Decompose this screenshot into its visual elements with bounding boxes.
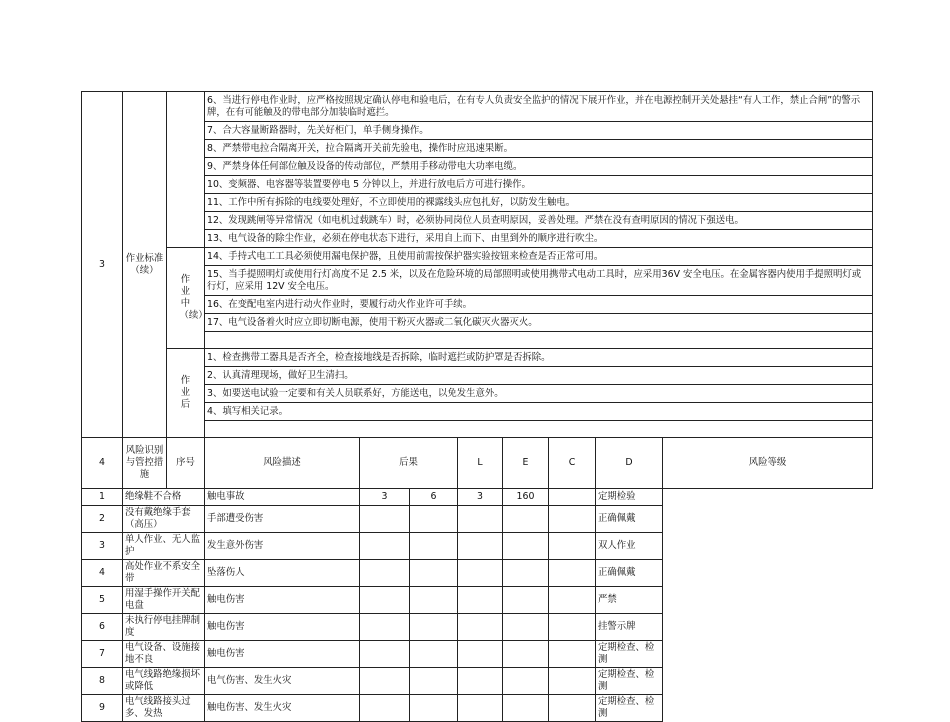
risk-row — [82, 533, 873, 560]
risk-description: 单人作业、无人监护 — [123, 533, 205, 560]
procedure-item: 8、严禁带电拉合隔离开关，拉合隔离开关前先验电，操作时应迅速果断。 — [205, 140, 873, 158]
risk-level — [549, 695, 596, 722]
procedure-item: 15、当手提照明灯或使用行灯高度不足 2.5 米，以及在危险环境的局部照明或使用携带式电动工具时，应采用36V 安全电压。在金属容器内使用手提照明灯或行灯，应采用 12V 安全电压。 — [205, 266, 873, 296]
procedure-item: 7、合大容量断路器时，先关好柜门，单手侧身操作。 — [205, 122, 873, 140]
risk-seq: 8 — [82, 668, 123, 695]
header-risk-desc: 风险描述 — [205, 438, 360, 489]
procedure-item: 16、在变配电室内进行动火作业时，要履行动火作业许可手续。 — [205, 296, 873, 314]
risk-result: 触电事故 — [205, 489, 360, 506]
risk-L — [360, 695, 410, 722]
risk-L — [360, 668, 410, 695]
risk-header-row — [82, 438, 873, 489]
risk-E — [410, 587, 458, 614]
risk-E — [410, 560, 458, 587]
risk-L — [360, 533, 410, 560]
risk-seq: 2 — [82, 506, 123, 533]
procedure-item: 1、检查携带工器具是否齐全，检查接地线是否拆除，临时遮拦或防护罩是否拆除。 — [205, 349, 873, 367]
risk-level — [549, 560, 596, 587]
risk-row — [82, 641, 873, 668]
risk-L — [360, 506, 410, 533]
risk-measure: 定期检查、检测 — [596, 668, 663, 695]
risk-C — [458, 695, 503, 722]
risk-C: 3 — [458, 489, 503, 506]
section-title: 风险识别与管控措施 — [123, 438, 167, 489]
risk-level — [549, 506, 596, 533]
section-number: 3 — [82, 92, 123, 438]
risk-C — [458, 668, 503, 695]
risk-D — [503, 533, 549, 560]
risk-seq: 4 — [82, 560, 123, 587]
risk-D — [503, 560, 549, 587]
risk-E — [410, 506, 458, 533]
section-number: 4 — [82, 438, 123, 489]
risk-L — [360, 614, 410, 641]
risk-measure: 正确佩戴 — [596, 560, 663, 587]
risk-measure: 挂警示牌 — [596, 614, 663, 641]
risk-level — [549, 489, 596, 506]
risk-L — [360, 560, 410, 587]
table-row — [82, 349, 873, 367]
risk-E — [410, 695, 458, 722]
risk-seq: 3 — [82, 533, 123, 560]
header-D: D — [596, 438, 663, 489]
risk-description: 电气线路接头过多、发热 — [123, 695, 205, 722]
procedure-item: 12、发现跳闸等异常情况（如电机过载跳车）时，必须协同岗位人员查明原因，妥善处理。严禁在没有查明原因的情况下强送电。 — [205, 212, 873, 230]
header-C: C — [549, 438, 596, 489]
risk-C — [458, 641, 503, 668]
risk-level — [549, 641, 596, 668]
risk-D — [503, 695, 549, 722]
risk-description: 电气线路绝缘损坏或降低 — [123, 668, 205, 695]
risk-measure: 定期检查、检测 — [596, 695, 663, 722]
risk-description: 未执行停电挂牌制度 — [123, 614, 205, 641]
procedure-item: 13、电气设备的除尘作业，必须在停电状态下进行，采用自上而下、由里到外的顺序进行吹尘。 — [205, 230, 873, 248]
risk-result: 手部遭受伤害 — [205, 506, 360, 533]
procedure-item: 2、认真清理现场，做好卫生清扫。 — [205, 367, 873, 385]
risk-row — [82, 695, 873, 722]
procedure-item: 11、工作中所有拆除的电线要处理好，不立即使用的裸露线头应包扎好，以防发生触电。 — [205, 194, 873, 212]
risk-D — [503, 641, 549, 668]
risk-row — [82, 506, 873, 533]
risk-description: 绝缘鞋不合格 — [123, 489, 205, 506]
risk-level — [549, 614, 596, 641]
phase-after-label: 作业后 — [167, 349, 205, 438]
section-title: 作业标准（续） — [123, 92, 167, 438]
risk-description: 没有戴绝缘手套（高压） — [123, 506, 205, 533]
procedure-item: 14、手持式电工工具必须使用漏电保护器，且使用前需按保护器实验按钮来检查是否正常可用。 — [205, 248, 873, 266]
risk-result: 电气伤害、发生火灾 — [205, 668, 360, 695]
risk-row — [82, 489, 873, 506]
risk-result: 发生意外伤害 — [205, 533, 360, 560]
risk-E — [410, 641, 458, 668]
header-risk-level: 风险等级 — [663, 438, 873, 489]
risk-D — [503, 587, 549, 614]
risk-row — [82, 668, 873, 695]
procedure-item: 17、电气设备着火时应立即切断电源，使用干粉灭火器或二氧化碳灭火器灭火。 — [205, 314, 873, 332]
risk-seq: 7 — [82, 641, 123, 668]
procedure-item: 9、严禁身体任何部位触及设备的传动部位，严禁用手移动带电大功率电缆。 — [205, 158, 873, 176]
safety-procedure-table — [81, 91, 873, 722]
risk-D — [503, 614, 549, 641]
risk-description: 高处作业不系安全带 — [123, 560, 205, 587]
header-E: E — [503, 438, 549, 489]
risk-C — [458, 587, 503, 614]
procedure-item: 4、填写相关记录。 — [205, 403, 873, 421]
header-L: L — [458, 438, 503, 489]
risk-row — [82, 587, 873, 614]
risk-level — [549, 587, 596, 614]
risk-L — [360, 587, 410, 614]
risk-L: 3 — [360, 489, 410, 506]
procedure-item: 3、如要送电试验一定要和有关人员联系好，方能送电，以免发生意外。 — [205, 385, 873, 403]
risk-result: 触电伤害 — [205, 587, 360, 614]
risk-measure: 定期检验 — [596, 489, 663, 506]
risk-row — [82, 560, 873, 587]
risk-C — [458, 533, 503, 560]
risk-seq: 6 — [82, 614, 123, 641]
risk-measure: 定期检查、检测 — [596, 641, 663, 668]
risk-D: 160 — [503, 489, 549, 506]
risk-measure: 正确佩戴 — [596, 506, 663, 533]
risk-seq: 1 — [82, 489, 123, 506]
risk-level — [549, 533, 596, 560]
risk-result: 触电伤害、发生火灾 — [205, 695, 360, 722]
risk-measure: 严禁 — [596, 587, 663, 614]
risk-E — [410, 614, 458, 641]
risk-measure: 双人作业 — [596, 533, 663, 560]
table-row — [82, 248, 873, 266]
risk-result: 触电伤害 — [205, 641, 360, 668]
risk-row — [82, 614, 873, 641]
procedure-item: 10、变频器、电容器等装置要停电 5 分钟以上，并进行放电后方可进行操作。 — [205, 176, 873, 194]
risk-seq: 9 — [82, 695, 123, 722]
risk-C — [458, 614, 503, 641]
risk-E — [410, 533, 458, 560]
risk-description: 电气设备、设施接地不良 — [123, 641, 205, 668]
risk-D — [503, 506, 549, 533]
header-result: 后果 — [360, 438, 458, 489]
risk-level — [549, 668, 596, 695]
risk-E: 6 — [410, 489, 458, 506]
risk-result: 坠落伤人 — [205, 560, 360, 587]
risk-L — [360, 641, 410, 668]
risk-C — [458, 560, 503, 587]
phase-during-label: 作业中（续） — [167, 248, 205, 349]
risk-C — [458, 506, 503, 533]
table-row — [82, 92, 873, 122]
risk-seq: 5 — [82, 587, 123, 614]
risk-result: 触电伤害 — [205, 614, 360, 641]
risk-D — [503, 668, 549, 695]
header-seq: 序号 — [167, 438, 205, 489]
procedure-item: 6、当进行停电作业时，应严格按照规定确认停电和验电后，在有专人负责安全监护的情况下展开作业，并在电源控制开关处悬挂“有人工作，禁止合闸”的警示牌，在有可能触及的带电部分加装临时遮拦。 — [205, 92, 873, 122]
risk-E — [410, 668, 458, 695]
risk-description: 用湿手操作开关配电盘 — [123, 587, 205, 614]
